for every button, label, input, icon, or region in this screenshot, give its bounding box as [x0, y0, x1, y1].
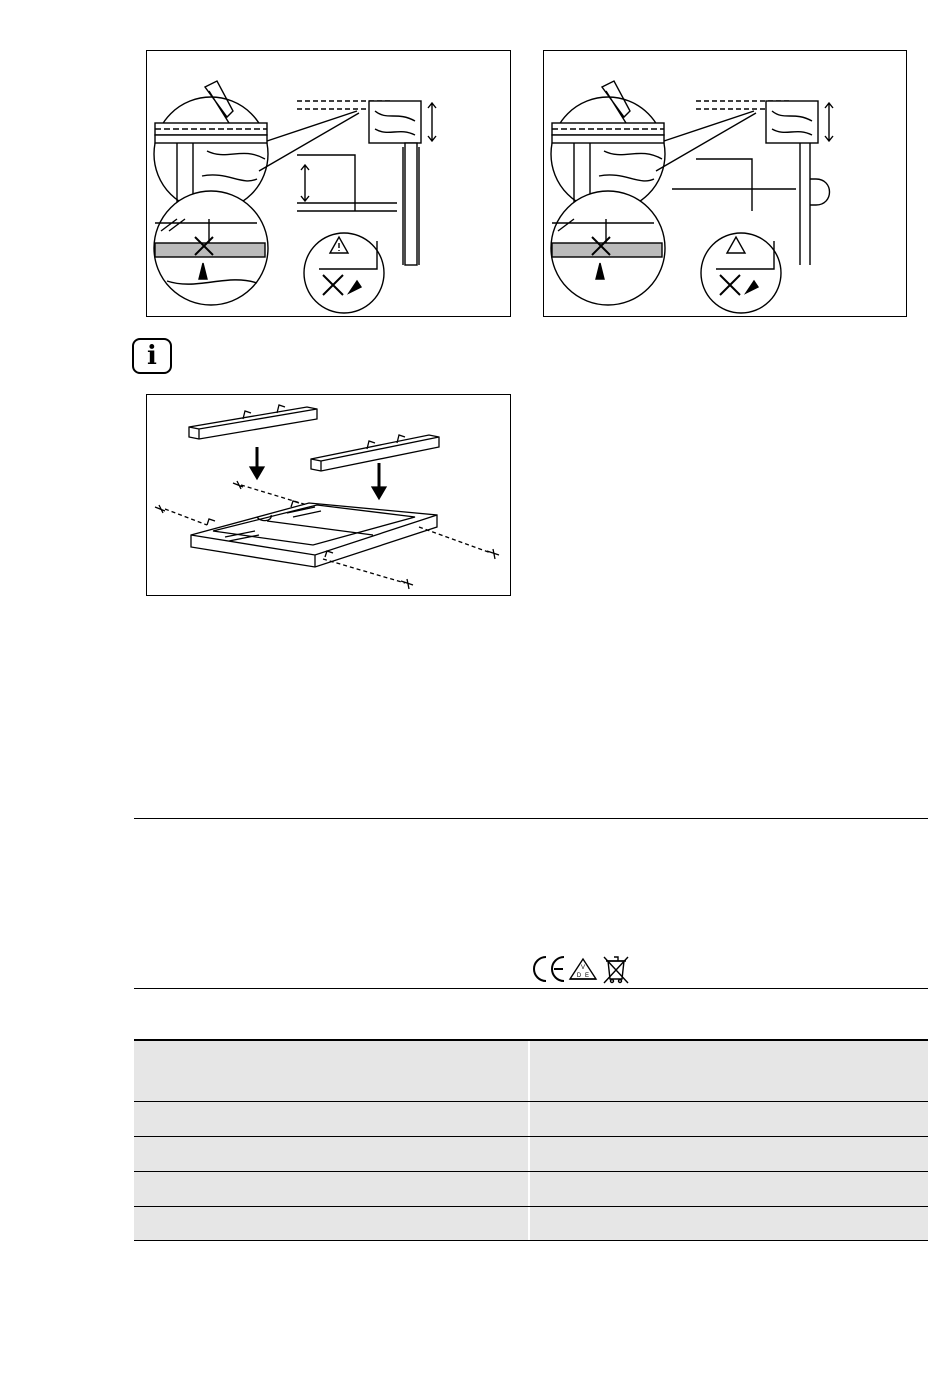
ce-mark-icon: [534, 957, 564, 981]
table-cell: [530, 1207, 928, 1240]
table-cell: [530, 1172, 928, 1206]
weee-bin-icon: [604, 957, 628, 983]
table-row: [134, 1206, 928, 1241]
table-header-cell: [134, 1041, 530, 1101]
info-icon: [132, 338, 172, 374]
table-row: [134, 1101, 928, 1136]
table-header-cell: [530, 1041, 928, 1101]
sealing-figure-right: [543, 50, 907, 317]
specs-table: [134, 1039, 928, 1241]
table-cell: [134, 1172, 530, 1206]
table-cell: [134, 1137, 530, 1171]
sealing-drawing-left: [147, 51, 510, 316]
table-header-row: [134, 1039, 928, 1101]
table-row: [134, 1171, 928, 1206]
section-divider-2: [134, 988, 928, 989]
info-glyph: i: [147, 341, 157, 371]
sealing-figure-left: [146, 50, 511, 317]
sealing-drawing-right: [544, 51, 906, 316]
vde-mark-icon: [570, 959, 596, 979]
assembly-figure: [146, 394, 511, 596]
table-cell: [134, 1102, 530, 1136]
table-row: [134, 1136, 928, 1171]
section-divider-1: [134, 818, 928, 819]
table-cell: [530, 1102, 928, 1136]
svg-text:D: D: [576, 973, 582, 979]
svg-text:V: V: [580, 965, 586, 971]
conformity-marks: [528, 953, 640, 985]
svg-text:E: E: [584, 973, 590, 979]
assembly-drawing: [147, 395, 510, 595]
table-cell: [134, 1207, 530, 1240]
table-cell: [530, 1137, 928, 1171]
